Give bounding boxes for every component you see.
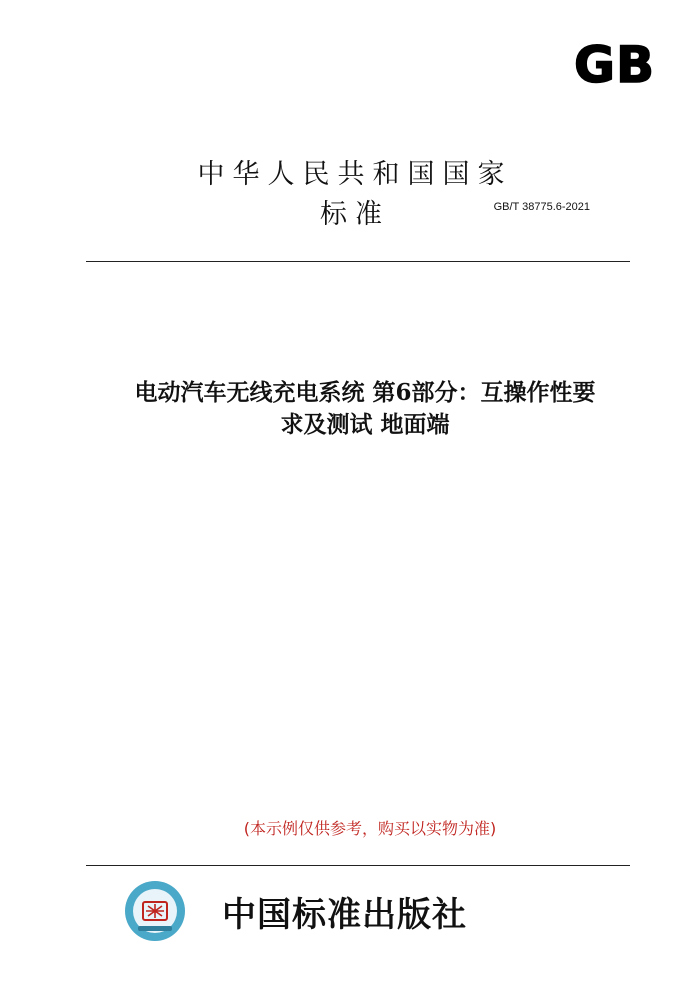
top-divider xyxy=(86,261,630,262)
document-title-line-2: 求及测试 地面端 xyxy=(280,411,450,438)
gb-logo: GB xyxy=(574,36,656,94)
standard-number: GB/T 38775.6-2021 xyxy=(493,201,590,213)
seal-mark-glyph xyxy=(146,904,164,918)
document-title xyxy=(40,377,690,441)
bottom-divider xyxy=(86,865,630,866)
sample-notice: (本示例仅供参考，购买以实物为准) xyxy=(243,819,497,838)
publisher-name: 中国标准出版社 xyxy=(222,895,467,935)
publisher-seal-icon xyxy=(124,880,186,942)
standard-type-heading: 中华人民共和国国家标准 xyxy=(197,159,513,230)
document-title-line-1: 电动汽车无线充电系统 第6部分：互操作性要 xyxy=(134,379,596,406)
seal-bottom-band xyxy=(138,926,172,931)
